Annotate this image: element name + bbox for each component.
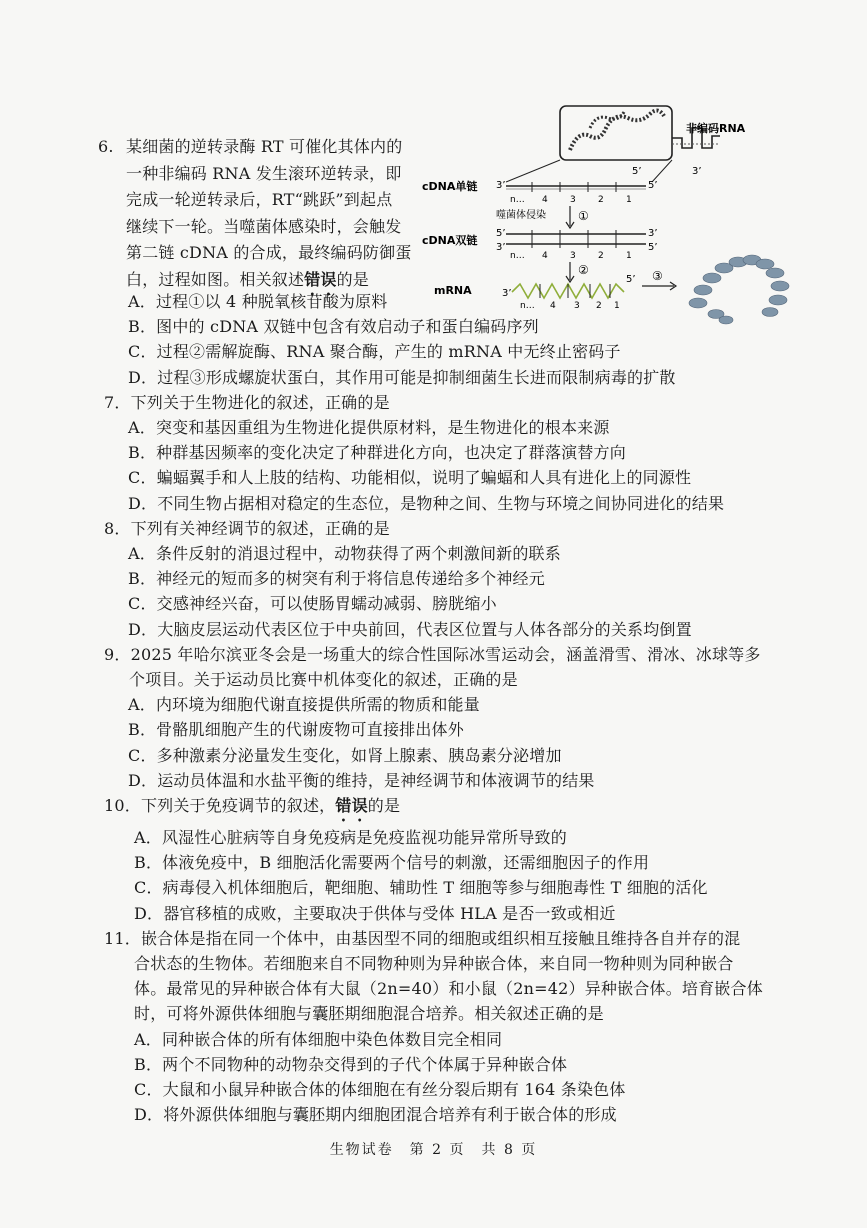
question-number: 6. [98,137,114,156]
prime-label: 3’ [496,180,506,191]
option-b: B．图中的 cDNA 双链中包含有效启动子和蛋白编码序列 [128,317,539,337]
cdna-single-label: cDNA单链 [422,180,478,193]
option-c: C．病毒侵入机体细胞后，靶细胞、辅助性 T 细胞等参与细胞毒性 T 细胞的活化 [134,878,708,898]
option-b: B．体液免疫中，B 细胞活化需要两个信号的刺激，还需细胞因子的作用 [134,853,650,873]
question-7-stem: 7．下列关于生物进化的叙述，正确的是 [104,392,390,412]
segment-label: 1 [614,301,620,311]
prime-label: 3’ [502,288,512,299]
segment-label: 4 [542,251,548,261]
segment-label: n… [510,251,525,261]
question-11 [104,926,784,1128]
step-2-marker: ② [578,263,589,277]
noncoding-rna-label: 非编码RNA [686,122,746,135]
option-d: D．不同生物占据相对稳定的生态位，是物种之间、生物与环境之间协同进化的结果 [128,493,725,513]
cdna-single-strand [506,182,646,192]
question-9 [104,642,784,793]
question-11-stem-cont: 体。最常见的异种嵌合体有大鼠（2n=40）和小鼠（2n=42）异种嵌合体。培育嵌合体 [134,979,763,999]
question-10 [104,793,784,926]
segment-label: 2 [598,251,604,261]
option-c: C．大鼠和小鼠异种嵌合体的体细胞在有丝分裂后期有 164 条染色体 [134,1080,626,1100]
question-6-stem [100,134,412,299]
option-a: A．条件反射的消退过程中，动物获得了两个刺激间新的联系 [128,544,561,564]
prime-label: 5’ [496,228,506,239]
segment-label: 4 [550,301,556,311]
stem-line: 第二链 cDNA 的合成，最终编码防御蛋 [126,243,412,262]
emphasis-word: 错误 [304,269,337,289]
prime-label: 3’ [496,242,506,253]
option-c: C．过程②需解旋酶、RNA 聚合酶，产生的 mRNA 中无终止密码子 [128,342,621,362]
option-d: D．将外源供体细胞与囊胚期内细胞团混合培养有利于嵌合体的形成 [134,1105,617,1125]
stem-text: 的是 [336,269,370,289]
option-b: B．两个不同物种的动物杂交得到的子代个体属于异种嵌合体 [134,1054,568,1074]
segment-label: 3 [570,251,576,261]
question-11-stem-cont: 合状态的生物体。若细胞来自不同物种则为异种嵌合体，来自同一物种则为同种嵌合 [134,954,734,974]
question-8 [104,516,784,642]
stem-line: 某细菌的逆转录酶 RT 可催化其体内的 [126,137,403,156]
stem-line: 一种非编码 RNA 发生滚环逆转录，即 [126,163,402,183]
segment-label: 4 [542,195,548,205]
question-7 [104,390,784,516]
prime-label: 3’ [692,166,702,177]
option-d: D．运动员体温和水盐平衡的维持，是神经调节和体液调节的结果 [128,770,595,790]
page-footer: 生物试卷 第 2 页 共 8 页 [329,1142,538,1158]
segment-label: n… [510,195,525,205]
prime-label: 5’ [648,242,658,253]
segment-label: 2 [596,301,602,311]
prime-label: 5’ [632,166,642,177]
question-11-stem-cont: 时，可将外源供体细胞与囊胚期细胞混合培养。相关叙述正确的是 [134,1004,604,1024]
option-a: A．风湿性心脏病等自身免疫病是免疫监视功能异常所导致的 [134,828,567,848]
option-d: D．器官移植的成败，主要取决于供体与受体 HLA 是否一致或相近 [134,903,616,923]
option-a: A．突变和基因重组为生物进化提供原材料，是生物进化的根本来源 [128,418,610,438]
question-9-stem-cont: 个项目。关于运动员比赛中机体变化的叙述，正确的是 [129,670,518,690]
option-c: C．多种激素分泌量发生变化，如肾上腺素、胰岛素分泌增加 [128,745,562,765]
cdna-double-label: cDNA双链 [422,234,478,247]
option-b: B．种群基因频率的变化决定了种群进化方向，也决定了群落演替方向 [128,443,626,463]
option-b: B．骨骼肌细胞产生的代谢废物可直接排出体外 [128,720,464,740]
stem-text: 白，过程如图。相关叙述 [126,269,305,289]
step-3-marker: ③ [652,269,663,283]
stem-line: 完成一轮逆转录后，RT“跳跃”到起点 [126,190,393,209]
question-9-stem: 9．2025 年哈尔滨亚冬会是一场重大的综合性国际冰雪运动会，涵盖滑雪、滑冰、冰球等多 [104,644,761,664]
option-a: A．同种嵌合体的所有体细胞中染色体数目完全相同 [134,1029,503,1049]
option-b: B．神经元的短而多的树突有利于将信息传递给多个神经元 [128,569,545,589]
segment-label: 3 [574,301,580,311]
question-11-stem: 11．嵌合体是指在同一个体中，由基因型不同的细胞或组织相互接触且维持各自并存的混 [104,928,741,948]
emphasis-word: 错误 [335,796,368,816]
segment-label: 3 [570,195,576,205]
question-6-options [104,289,784,390]
step-1-marker: ① [578,209,589,223]
stem-text: 10．下列关于免疫调节的叙述， [104,796,336,816]
option-d: D．大脑皮层运动代表区位于中央前回，代表区位置与人体各部分的关系均倒置 [128,619,692,639]
question-8-stem: 8．下列有关神经调节的叙述，正确的是 [104,518,390,538]
segment-label: 2 [598,195,604,205]
option-a: A．内环境为细胞代谢直接提供所需的物质和能量 [128,695,480,715]
stem-text: 的是 [367,796,401,816]
option-c: C．蝙蝠翼手和人上肢的结构、功能相似，说明了蝙蝠和人具有进化上的同源性 [128,468,692,488]
segment-label: 1 [626,251,632,261]
mrna-label: mRNA [434,284,472,297]
option-c: C．交感神经兴奋，可以使肠胃蠕动减弱、膀胱缩小 [128,594,497,614]
option-d: D．过程③形成螺旋状蛋白，其作用可能是抑制细菌生长进而限制病毒的扩散 [128,367,676,387]
questions-body [104,289,784,1128]
prime-label: 5’ [626,274,636,285]
prime-label: 5’ [648,180,658,191]
cdna-double-strand [506,230,646,248]
phage-infection-label: 噬菌体侵染 [496,210,546,221]
question-10-stem [104,793,784,825]
prime-label: 3’ [648,228,658,239]
segment-label: n… [520,301,535,311]
stem-line: 继续下一轮。当噬菌体感染时，会触发 [126,216,402,236]
segment-label: 1 [626,195,632,205]
option-a: A．过程①以 4 种脱氧核苷酸为原料 [128,292,388,311]
